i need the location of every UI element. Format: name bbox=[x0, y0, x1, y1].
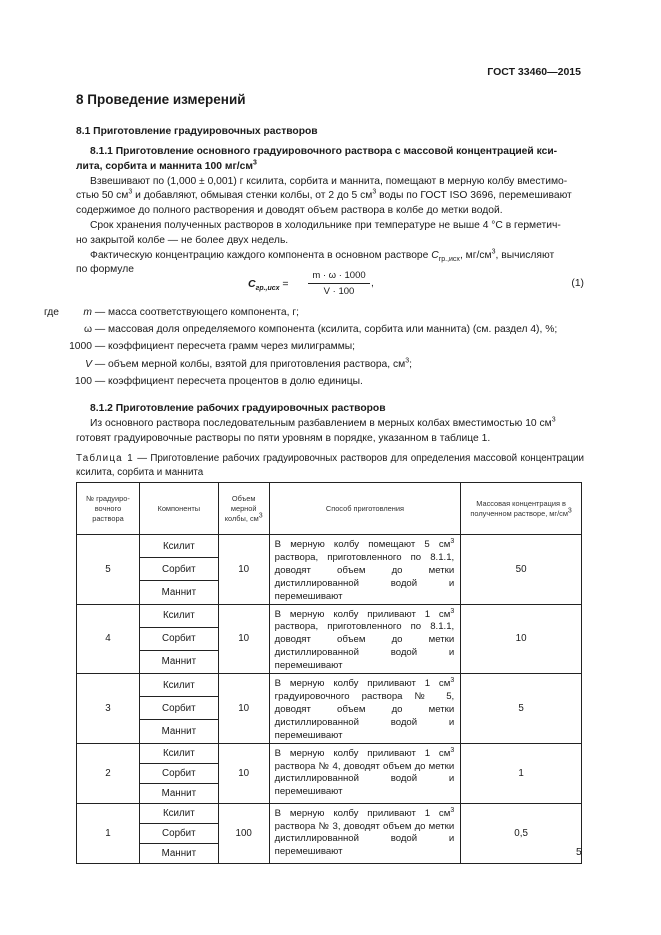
definition-text: — масса соответствующего компонента, г; bbox=[94, 307, 299, 318]
definition-item bbox=[44, 322, 557, 338]
formula-subscript: гр.,исх bbox=[255, 285, 280, 293]
cell-component: Сорбит bbox=[139, 697, 218, 720]
cell-method bbox=[269, 674, 461, 744]
cell-component: Ксилит bbox=[139, 604, 218, 627]
symbol: С bbox=[431, 249, 439, 261]
cell-method bbox=[269, 803, 461, 863]
text: готовят градуировочные растворы по пяти уровням в порядке, указанном в таблице 1. bbox=[76, 432, 491, 444]
header-no: № градуиро- вочного раствора bbox=[77, 483, 140, 535]
cell-component: Сорбит bbox=[139, 558, 218, 581]
superscript: 3 bbox=[372, 188, 377, 196]
cell-component: Маннит bbox=[139, 720, 218, 743]
text: стью 50 см bbox=[76, 190, 129, 202]
text: и добавляют, обмывая стенки колбы, от 2 до 5 см bbox=[132, 190, 373, 202]
superscript: 3 bbox=[450, 746, 455, 754]
cell-component: Сорбит bbox=[139, 763, 218, 783]
method-text: раствора, приготовленного по 8.1.1, доводят объем до метки дистиллированной водой и перемешивают bbox=[274, 621, 455, 672]
table-header-row bbox=[77, 483, 582, 535]
page-number: 5 bbox=[576, 847, 582, 858]
cell-component: Маннит bbox=[139, 650, 218, 673]
formula-symbol: С bbox=[248, 278, 256, 290]
header-components: Компоненты bbox=[139, 483, 218, 535]
superscript: 3 bbox=[450, 607, 455, 615]
cell-component: Ксилит bbox=[139, 803, 218, 823]
definition-text: — массовая доля определяемого компонента (ксилита, сорбита или маннита) (см. раздел 4), %; bbox=[94, 324, 558, 335]
text: Взвешивают по (1,000 ± 0,001) г ксилита, сорбита и маннита, помещают в мерную колбу вместимо- bbox=[90, 175, 568, 187]
cell-component: Сорбит bbox=[139, 627, 218, 650]
cell-concentration: 10 bbox=[461, 604, 582, 674]
cell-concentration: 0,5 bbox=[461, 803, 582, 863]
formula-comma: , bbox=[371, 278, 374, 289]
section-title: 8 Проведение измерений bbox=[76, 92, 246, 107]
text: Срок хранения полученных растворов в холодильнике при температуре не выше 4 °С в герметич- bbox=[90, 219, 561, 231]
table-caption-label: Таблица 1 bbox=[76, 453, 134, 464]
method-text: В мерную колбу приливают 1 см bbox=[274, 747, 451, 759]
method-text: В мерную колбу приливают 1 см bbox=[274, 678, 451, 690]
definition-symbol: 100 bbox=[74, 376, 92, 387]
method-text: градуировочного раствора № 5, доводят объем до метки дистиллированной водой и перемешивают bbox=[274, 690, 455, 741]
definition-item bbox=[44, 305, 299, 321]
clause-8-1-1 bbox=[76, 145, 584, 278]
formula-1 bbox=[248, 270, 598, 300]
superscript: 3 bbox=[252, 159, 257, 167]
formula-numerator: m · ω · 1000 bbox=[308, 270, 370, 284]
cell-no: 3 bbox=[77, 674, 140, 744]
cell-component: Маннит bbox=[139, 843, 218, 863]
superscript: 3 bbox=[450, 806, 455, 814]
paragraph-storage bbox=[76, 219, 584, 249]
cell-no: 1 bbox=[77, 803, 140, 863]
cell-no: 5 bbox=[77, 535, 140, 605]
formula-denominator: V · 100 bbox=[323, 286, 355, 297]
superscript: 3 bbox=[491, 248, 496, 256]
cell-component: Сорбит bbox=[139, 823, 218, 843]
method-text: раствора, приготовленного по 8.1.1, доводят объем до метки дистиллированной водой и перемешивают bbox=[274, 551, 455, 602]
header-volume-text: Объем мерной колбы, см bbox=[224, 493, 259, 523]
paragraph-working-solutions bbox=[76, 417, 584, 447]
cell-volume: 10 bbox=[218, 604, 269, 674]
clause-title-line1: 8.1.1 Приготовление основного градуировочного раствора с массовой концентрацией кси- bbox=[90, 146, 558, 157]
text: по формуле bbox=[76, 264, 134, 276]
table-row bbox=[77, 743, 582, 763]
definitions-list bbox=[44, 305, 584, 385]
definition-symbol: ω bbox=[83, 324, 92, 335]
definition-item bbox=[44, 374, 363, 390]
cell-concentration: 5 bbox=[461, 674, 582, 744]
superscript: 3 bbox=[450, 676, 455, 684]
definition-tail: ; bbox=[409, 359, 413, 370]
definition-text: — коэффициент пересчета процентов в долю единицы. bbox=[94, 376, 363, 387]
header-volume bbox=[218, 483, 269, 535]
header-concentration-text: Массовая концентрация в полученном растворе, мг/см bbox=[470, 498, 568, 518]
method-text: раствора № 3, доводят объем до метки дистиллированной водой и перемешивают bbox=[274, 820, 455, 858]
definition-symbol: 1000 bbox=[69, 341, 92, 352]
table-caption bbox=[76, 452, 584, 480]
header-concentration bbox=[461, 483, 582, 535]
text: Фактическую концентрацию каждого компонента в основном растворе bbox=[90, 249, 432, 261]
clause-8-1-2 bbox=[76, 402, 584, 446]
paragraph-weighing bbox=[76, 175, 584, 219]
definition-symbol: m bbox=[83, 307, 92, 318]
definition-item bbox=[44, 357, 412, 373]
cell-method bbox=[269, 743, 461, 803]
table-row bbox=[77, 535, 582, 558]
table-row bbox=[77, 604, 582, 627]
method-text: В мерную колбу помещают 5 см bbox=[274, 539, 451, 550]
superscript: 3 bbox=[567, 507, 572, 515]
cell-component: Ксилит bbox=[139, 535, 218, 558]
subsection-title: 8.1 Приготовление градуировочных растворов bbox=[76, 126, 318, 137]
cell-method bbox=[269, 535, 461, 605]
cell-concentration: 1 bbox=[461, 743, 582, 803]
superscript: 3 bbox=[405, 357, 410, 365]
method-text: раствора № 4, доводят объем до метки дистиллированной водой и перемешивают bbox=[274, 760, 455, 798]
text: , мг/см bbox=[459, 249, 492, 261]
superscript: 3 bbox=[128, 188, 133, 196]
table-caption-text: — Приготовление рабочих градуировочных растворов для определения массовой концентрации ксилита, сорбита и маннита bbox=[76, 453, 584, 478]
cell-component: Маннит bbox=[139, 783, 218, 803]
superscript: 3 bbox=[258, 512, 263, 520]
cell-no: 4 bbox=[77, 604, 140, 674]
cell-method bbox=[269, 604, 461, 674]
text: но закрытой колбе — не более двух недель. bbox=[76, 234, 289, 246]
header-method: Способ приготовления bbox=[269, 483, 461, 535]
clause-8-1-1-title bbox=[76, 145, 584, 175]
cell-component: Маннит bbox=[139, 581, 218, 604]
cell-volume: 10 bbox=[218, 535, 269, 605]
where-label: где bbox=[44, 307, 60, 318]
formula-fraction bbox=[308, 270, 370, 297]
cell-volume: 100 bbox=[218, 803, 269, 863]
cell-volume: 10 bbox=[218, 674, 269, 744]
cell-component: Ксилит bbox=[139, 743, 218, 763]
table-row bbox=[77, 674, 582, 697]
clause-8-1-2-title: 8.1.2 Приготовление рабочих градуировочных растворов bbox=[90, 403, 386, 414]
text: содержимое до полного растворения и доводят объем раствора в колбе до метки водой. bbox=[76, 205, 503, 217]
cell-no: 2 bbox=[77, 743, 140, 803]
cell-concentration: 50 bbox=[461, 535, 582, 605]
document-code: ГОСТ 33460—2015 bbox=[487, 66, 581, 78]
subscript: гр.,исх bbox=[438, 255, 460, 263]
cell-volume: 10 bbox=[218, 743, 269, 803]
calibration-table bbox=[76, 482, 582, 864]
method-text: В мерную колбу приливают 1 см bbox=[274, 608, 451, 620]
table-row bbox=[77, 803, 582, 823]
text: воды по ГОСТ ISO 3696, перемешивают bbox=[376, 190, 572, 202]
superscript: 3 bbox=[551, 416, 556, 424]
definition-text: — объем мерной колбы, взятой для приготовления раствора, см bbox=[94, 359, 406, 370]
definition-text: — коэффициент пересчета грамм через милиграммы; bbox=[94, 341, 356, 352]
cell-component: Ксилит bbox=[139, 674, 218, 697]
method-text: В мерную колбу приливают 1 см bbox=[274, 807, 451, 819]
formula-equals: = bbox=[282, 278, 289, 290]
text: , вычисляют bbox=[495, 249, 555, 261]
formula-lhs bbox=[248, 278, 289, 293]
text: Из основного раствора последовательным разбавлением в мерных колбах вместимостью 10 см bbox=[90, 417, 552, 429]
clause-title-line2: лита, сорбита и маннита 100 мг/см bbox=[76, 160, 253, 172]
formula-number: (1) bbox=[571, 278, 584, 289]
definition-item bbox=[44, 339, 355, 355]
definition-symbol: V bbox=[85, 359, 92, 370]
superscript: 3 bbox=[450, 537, 455, 545]
